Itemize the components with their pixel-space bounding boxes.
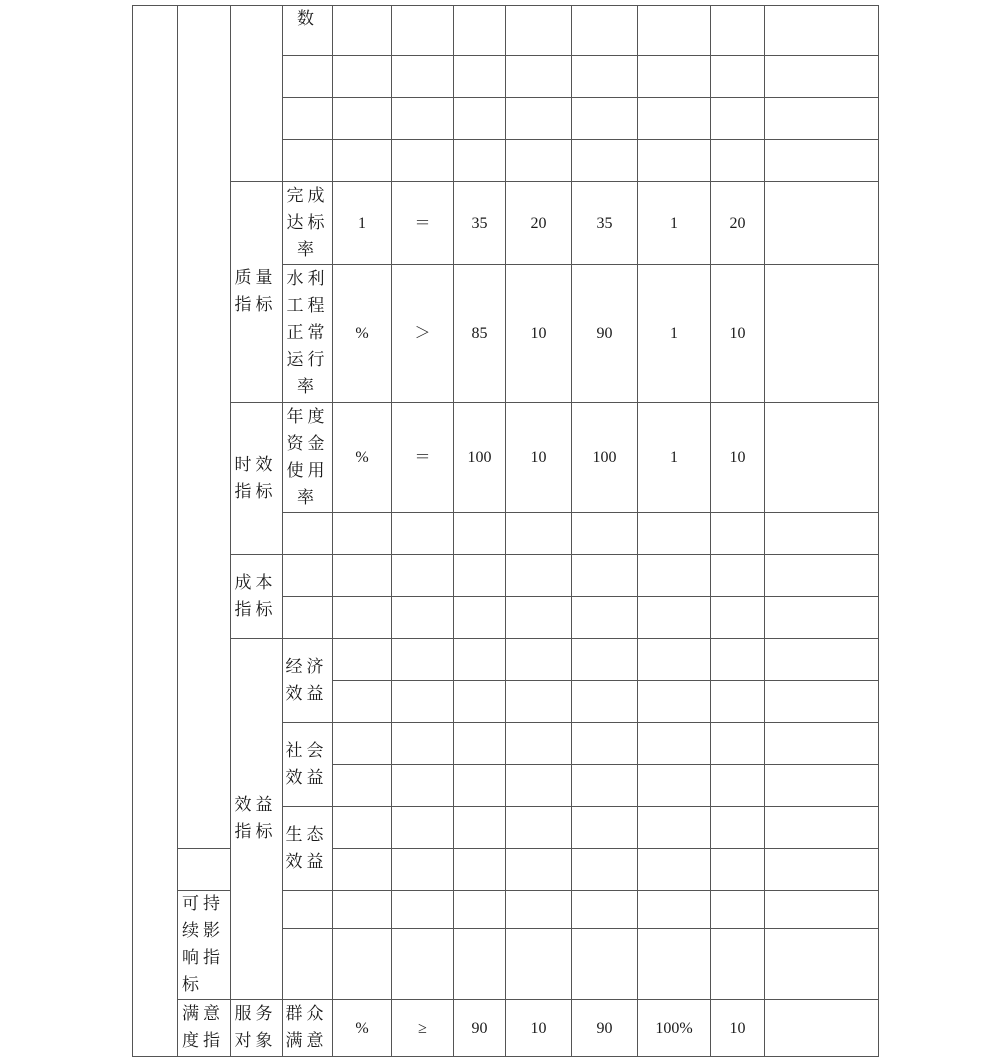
value-cell: 10 [506,265,572,403]
operator-cell: ＝ [392,403,454,513]
remark-cell [765,182,879,265]
quantity-category-cell [231,6,283,182]
remark-cell [765,1000,879,1057]
table-row [133,182,879,265]
operator-cell: ＝ [392,182,454,265]
value-cell: 90 [572,1000,638,1057]
value-cell: 100 [454,403,506,513]
value-cell: 10 [711,265,765,403]
category-economic: 经济效益 [283,639,333,723]
operator-cell: ≥ [392,1000,454,1057]
category-quality: 质量指标 [231,182,283,403]
performance-indicator-table [132,5,879,1057]
value-cell: 10 [711,403,765,513]
unit-cell: 1 [333,182,392,265]
category-cost: 成本指标 [231,555,283,639]
value-cell: 1 [638,265,711,403]
value-cell: 100 [572,403,638,513]
indicator-name: 水利工程正常运行率 [283,265,333,403]
output-group-cell [178,6,231,849]
benefit-group-cell: 效益指标 [231,639,283,1000]
category-sustainable: 可持续影响指标 [178,891,231,1000]
indicator-name: 数 [283,6,333,56]
value-cell: 10 [506,403,572,513]
value-cell: 100% [638,1000,711,1057]
category-social: 社会效益 [283,723,333,807]
category-ecological: 生态效益 [283,807,333,891]
indicator-name: 年度资金使用率 [283,403,333,513]
remark-cell [765,265,879,403]
level1-column [133,6,178,1057]
value-cell: 35 [454,182,506,265]
indicator-name: 群众满意 [283,1000,333,1057]
value-cell: 20 [506,182,572,265]
value-cell: 85 [454,265,506,403]
satisfaction-group-cell: 满意度指 [178,1000,231,1057]
remark-cell [765,403,879,513]
value-cell: 10 [711,1000,765,1057]
table-row [133,1000,879,1057]
unit-cell: % [333,1000,392,1057]
value-cell: 35 [572,182,638,265]
category-timeliness: 时效指标 [231,403,283,555]
indicator-name: 完成达标率 [283,182,333,265]
unit-cell: % [333,403,392,513]
operator-cell: ＞ [392,265,454,403]
category-service: 服务对象 [231,1000,283,1057]
value-cell: 1 [638,403,711,513]
value-cell: 1 [638,182,711,265]
unit-cell: % [333,265,392,403]
value-cell: 10 [506,1000,572,1057]
value-cell: 90 [454,1000,506,1057]
value-cell: 20 [711,182,765,265]
value-cell: 90 [572,265,638,403]
table-row [133,403,879,513]
